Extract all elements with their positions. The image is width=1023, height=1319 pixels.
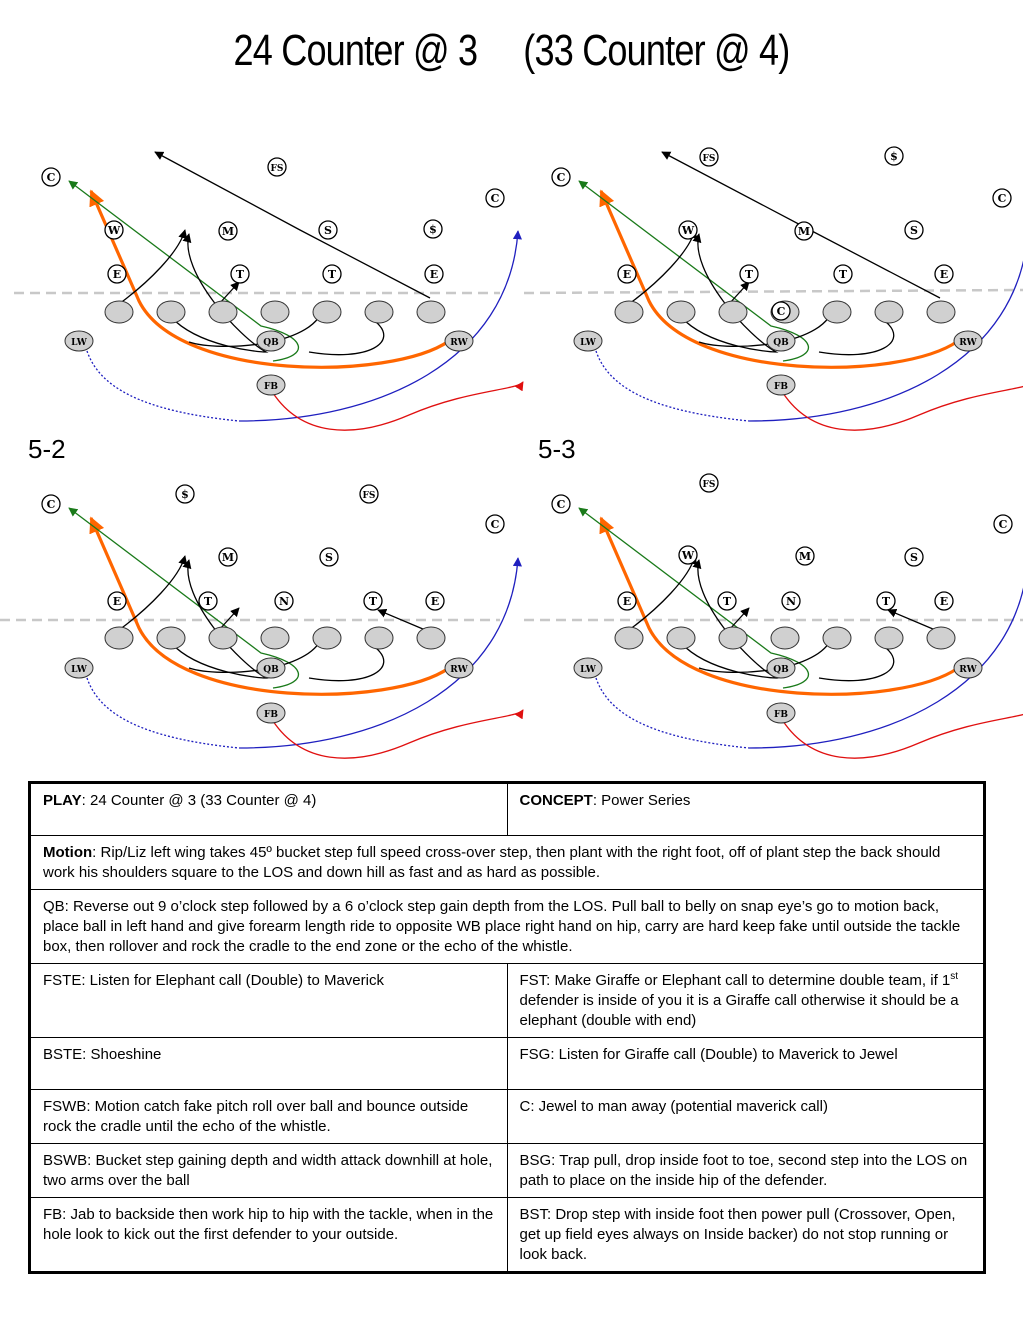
lineman <box>667 301 695 323</box>
lineman <box>417 627 445 649</box>
lineman <box>719 301 747 323</box>
lineman <box>719 627 747 649</box>
pull-path <box>171 234 266 352</box>
svg-text:N: N <box>278 595 290 608</box>
lineman <box>927 627 955 649</box>
play-info-table <box>28 781 986 1274</box>
rw-player <box>445 331 473 351</box>
svg-text:M: M <box>221 551 235 564</box>
qb-cell: QB: Reverse out 9 o’clock step followed by a 6 o’clock step gain depth from the LOS. Pull ball to belly on snap eye’s go to motion back, place ball in left hand and give forearm length ride to opposite WB place right hand on hip, carry are hard keep fake until outside the tackle box, then rollover and rock the cradle to the end zone or the echo of the whistle. <box>30 890 985 964</box>
table-row <box>30 836 985 890</box>
lineman <box>157 301 185 323</box>
defender-N <box>782 592 800 610</box>
defender-N <box>275 592 293 610</box>
lineman <box>365 627 393 649</box>
svg-text:QB: QB <box>773 338 789 348</box>
table-row <box>30 783 985 836</box>
motion-cell: Motion: Rip/Liz left wing takes 45º bucket step full speed cross-over step, then plant with the right foot, off of plant step the back should work his shoulders square to the LOS and down hill as fast and as hard as possible. <box>30 836 985 890</box>
lw-motion-path <box>87 351 239 421</box>
block-path <box>309 648 384 681</box>
svg-text:M: M <box>798 550 812 563</box>
svg-text:C: C <box>490 192 500 205</box>
rw-player <box>445 658 473 678</box>
backside-path <box>155 152 430 298</box>
svg-text:C: C <box>556 171 566 184</box>
lineman <box>261 301 289 323</box>
defender-S <box>905 221 923 239</box>
defender-E <box>425 265 443 283</box>
defender-M <box>795 222 813 240</box>
defender-T <box>718 592 736 610</box>
lw-player <box>574 658 602 678</box>
lineman <box>105 301 133 323</box>
fb-player <box>767 375 795 395</box>
svg-text:E: E <box>939 595 949 608</box>
lw-motion-path <box>596 351 749 421</box>
defender-T <box>834 265 852 283</box>
svg-text:T: T <box>881 595 891 608</box>
concept-cell: CONCEPT: Power Series <box>507 783 985 836</box>
svg-text:T: T <box>722 595 732 608</box>
defender-C <box>994 515 1012 533</box>
qb-player <box>257 331 285 351</box>
defender-E <box>108 265 126 283</box>
svg-text:$: $ <box>181 488 189 501</box>
svg-text:T: T <box>235 268 245 281</box>
lineman <box>313 301 341 323</box>
fb-path <box>783 382 1023 430</box>
bswb-cell: BSWB: Bucket step gaining depth and width attack downhill at hole, two arms over the ball <box>30 1144 508 1198</box>
diagram-label-5-2: 5-2 <box>28 434 66 464</box>
svg-text:S: S <box>910 551 918 564</box>
svg-text:FS: FS <box>270 164 284 174</box>
lineman <box>875 301 903 323</box>
svg-text:FB: FB <box>264 710 278 720</box>
defender-E <box>935 265 953 283</box>
c-cell: C: Jewel to man away (potential maverick call) <box>507 1090 985 1144</box>
lw-player <box>65 658 93 678</box>
defender-W <box>679 546 697 564</box>
lineman <box>823 301 851 323</box>
defender-$ <box>424 220 442 238</box>
lineman <box>105 627 133 649</box>
rw-player <box>954 658 982 678</box>
lineman <box>209 301 237 323</box>
bsg-cell: BSG: Trap pull, drop inside foot to toe, second step into the LOS on path to place on the inside hip of the defender. <box>507 1144 985 1198</box>
svg-text:FS: FS <box>362 491 376 501</box>
svg-text:FB: FB <box>774 710 788 720</box>
svg-text:E: E <box>429 268 439 281</box>
fsg-cell: FSG: Listen for Giraffe call (Double) to Maverick to Jewel <box>507 1038 985 1090</box>
qb-player <box>767 658 795 678</box>
fb-player <box>767 703 795 723</box>
table-row <box>30 1198 985 1273</box>
svg-text:FB: FB <box>264 382 278 392</box>
defender-E <box>935 592 953 610</box>
svg-text:T: T <box>368 595 378 608</box>
svg-text:LW: LW <box>71 338 87 348</box>
defender-FS <box>268 158 286 176</box>
pull-path <box>681 234 776 352</box>
svg-text:S: S <box>325 551 333 564</box>
defender-C <box>772 302 790 320</box>
svg-text:E: E <box>622 268 632 281</box>
defender-C <box>552 168 570 186</box>
qb-player <box>767 331 795 351</box>
defender-T <box>231 265 249 283</box>
defender-C <box>42 495 60 513</box>
svg-text:E: E <box>430 595 440 608</box>
svg-text:C: C <box>46 498 56 511</box>
lineman <box>313 627 341 649</box>
svg-text:C: C <box>556 498 566 511</box>
svg-text:T: T <box>327 268 337 281</box>
svg-text:T: T <box>203 595 213 608</box>
lineman <box>771 627 799 649</box>
bst-cell: BST: Drop step with inside foot then power pull (Crossover, Open, get up field eyes always on Inside backer) do not stop running or look back. <box>507 1198 985 1273</box>
svg-text:QB: QB <box>773 665 789 675</box>
defender-S <box>319 221 337 239</box>
lineman <box>261 627 289 649</box>
defender-W <box>105 221 123 239</box>
svg-text:E: E <box>939 268 949 281</box>
defender-E <box>618 592 636 610</box>
defender-T <box>740 265 758 283</box>
defender-W <box>679 221 697 239</box>
qb-player <box>257 658 285 678</box>
defender-E <box>426 592 444 610</box>
lw-motion-path <box>596 678 749 748</box>
svg-text:S: S <box>910 224 918 237</box>
defender-FS <box>360 485 378 503</box>
defender-$ <box>885 147 903 165</box>
lw-player <box>65 331 93 351</box>
play-cell: PLAY: 24 Counter @ 3 (33 Counter @ 4) <box>30 783 508 836</box>
table-row <box>30 964 985 1038</box>
table-row <box>30 1090 985 1144</box>
defender-C <box>552 495 570 513</box>
fb-path <box>273 382 523 430</box>
svg-text:T: T <box>838 268 848 281</box>
defender-M <box>219 548 237 566</box>
defender-T <box>877 592 895 610</box>
svg-text:C: C <box>997 192 1007 205</box>
fb-cell: FB: Jab to backside then work hip to hip with the tackle, when in the hole look to kick out the first defender to your outside. <box>30 1198 508 1273</box>
defender-C <box>993 189 1011 207</box>
defender-T <box>323 265 341 283</box>
defender-FS <box>700 148 718 166</box>
svg-text:M: M <box>221 225 235 238</box>
bste-cell: BSTE: Shoeshine <box>30 1038 508 1090</box>
lineman <box>823 627 851 649</box>
defender-E <box>618 265 636 283</box>
svg-text:RW: RW <box>450 338 468 348</box>
lineman <box>615 627 643 649</box>
svg-text:W: W <box>681 224 695 237</box>
fb-player <box>257 703 285 723</box>
diagram-label-5-3: 5-3 <box>538 434 576 464</box>
svg-text:W: W <box>107 224 121 237</box>
lineman <box>209 627 237 649</box>
svg-text:E: E <box>112 268 122 281</box>
defender-C <box>42 168 60 186</box>
fb-player <box>257 375 285 395</box>
svg-text:C: C <box>998 518 1008 531</box>
defender-M <box>219 222 237 240</box>
svg-text:FS: FS <box>702 480 716 490</box>
svg-text:$: $ <box>429 223 437 236</box>
defender-C <box>486 189 504 207</box>
pull-path <box>681 560 776 678</box>
lw-motion-path <box>87 678 239 748</box>
svg-text:FB: FB <box>774 382 788 392</box>
svg-text:QB: QB <box>263 338 279 348</box>
svg-text:N: N <box>785 595 797 608</box>
svg-text:QB: QB <box>263 665 279 675</box>
svg-text:FS: FS <box>702 154 716 164</box>
fswb-cell: FSWB: Motion catch fake pitch roll over ball and bounce outside rock the cradle until the echo of the whistle. <box>30 1090 508 1144</box>
defender-S <box>320 548 338 566</box>
defender-FS <box>700 474 718 492</box>
lineman <box>157 627 185 649</box>
page-title: 24 Counter @ 3 (33 Counter @ 4) <box>233 26 790 75</box>
svg-text:W: W <box>681 549 695 562</box>
los-line <box>524 290 1023 293</box>
svg-text:E: E <box>112 595 122 608</box>
block-path <box>819 322 894 355</box>
svg-text:RW: RW <box>959 338 977 348</box>
svg-text:RW: RW <box>450 665 468 675</box>
table-row <box>30 890 985 964</box>
fste-cell: FSTE: Listen for Elephant call (Double) to Maverick <box>30 964 508 1038</box>
table-row <box>30 1144 985 1198</box>
lineman <box>667 627 695 649</box>
defender-C <box>486 515 504 533</box>
svg-text:C: C <box>490 518 500 531</box>
svg-text:RW: RW <box>959 665 977 675</box>
rw-player <box>954 331 982 351</box>
svg-text:C: C <box>46 171 56 184</box>
block-path <box>819 648 894 681</box>
fst-cell: FST: Make Giraffe or Elephant call to determine double team, if 1st defender is inside of you it is a Giraffe call otherwise it should be a elephant (double with end) <box>507 964 985 1038</box>
svg-text:C: C <box>776 305 786 318</box>
defender-S <box>905 548 923 566</box>
svg-text:LW: LW <box>580 665 596 675</box>
defender-E <box>108 592 126 610</box>
lineman <box>927 301 955 323</box>
lineman <box>875 627 903 649</box>
block-path <box>309 322 384 355</box>
lineman <box>417 301 445 323</box>
defender-M <box>796 547 814 565</box>
fb-path <box>783 710 1023 758</box>
svg-text:E: E <box>622 595 632 608</box>
svg-text:M: M <box>797 225 811 238</box>
defender-T <box>364 592 382 610</box>
defender-T <box>199 592 217 610</box>
svg-text:LW: LW <box>71 665 87 675</box>
svg-text:S: S <box>324 224 332 237</box>
defender-$ <box>176 485 194 503</box>
svg-text:$: $ <box>890 150 898 163</box>
lineman <box>615 301 643 323</box>
lw-player <box>574 331 602 351</box>
lineman <box>365 301 393 323</box>
svg-text:T: T <box>744 268 754 281</box>
svg-text:LW: LW <box>580 338 596 348</box>
table-row <box>30 1038 985 1090</box>
